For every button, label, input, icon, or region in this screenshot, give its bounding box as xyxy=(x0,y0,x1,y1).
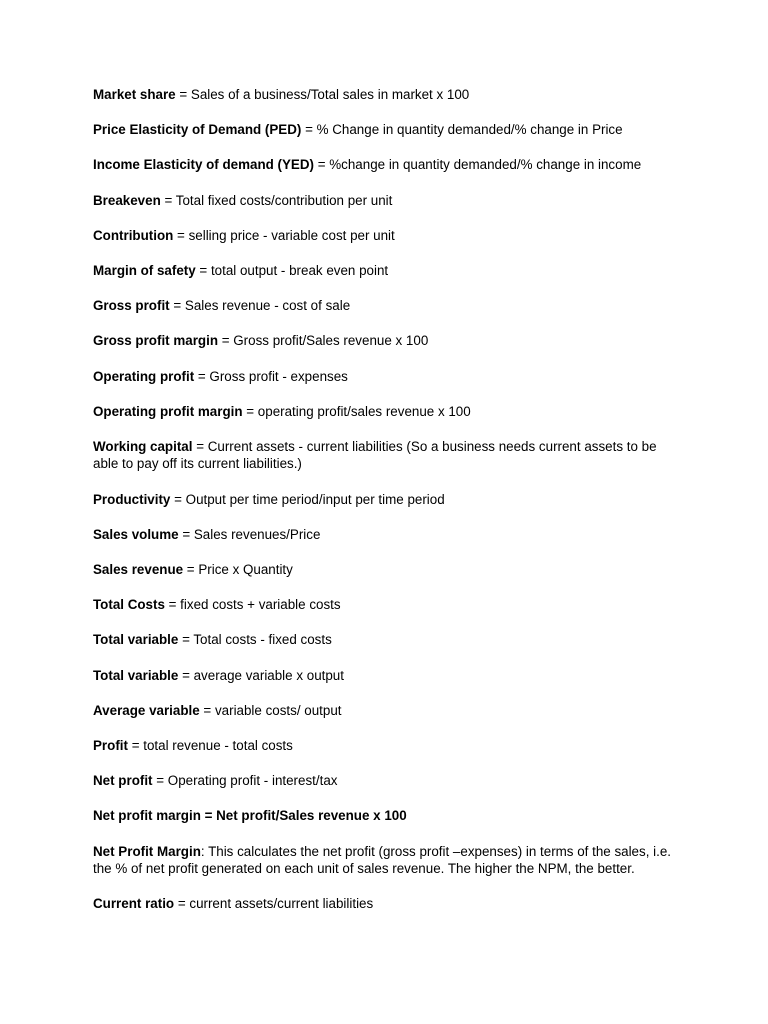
entry-operating-profit-margin xyxy=(93,403,683,421)
entry-net-profit-margin-formula xyxy=(93,807,683,825)
term: Margin of safety xyxy=(93,262,196,278)
definition: = Total fixed costs/contribution per unit xyxy=(160,192,393,208)
entry-yed xyxy=(93,156,683,174)
term: Breakeven xyxy=(93,192,161,208)
term: Total Costs xyxy=(93,597,165,613)
entry-contribution xyxy=(93,227,683,245)
term: Operating profit xyxy=(93,368,195,384)
term: Net profit margin = Net profit/Sales revenue x 100 xyxy=(93,808,407,824)
entry-net-profit-margin-explanation xyxy=(93,843,683,878)
entry-total-variable-1 xyxy=(93,631,683,649)
definition: = Sales of a business/Total sales in market x 100 xyxy=(175,87,470,102)
entry-total-costs xyxy=(93,596,683,614)
entry-average-variable xyxy=(93,702,683,720)
definition: = %change in quantity demanded/% change in income xyxy=(314,157,642,173)
entry-total-variable-2 xyxy=(93,667,683,685)
term: Productivity xyxy=(93,491,171,507)
term: Working capital xyxy=(93,438,193,454)
definition: = selling price - variable cost per unit xyxy=(173,227,395,243)
term: Sales volume xyxy=(93,526,179,542)
entry-operating-profit xyxy=(93,368,683,386)
entry-ped xyxy=(93,121,683,139)
definition: = total output - break even point xyxy=(195,262,389,278)
term: Profit xyxy=(93,737,128,753)
entry-gross-profit xyxy=(93,297,683,315)
definition: = current assets/current liabilities xyxy=(174,896,374,912)
term: Gross profit xyxy=(93,298,170,314)
document-body xyxy=(93,86,683,931)
entry-sales-volume xyxy=(93,526,683,544)
entry-gross-profit-margin xyxy=(93,332,683,350)
term: Price Elasticity of Demand (PED) xyxy=(93,122,302,138)
definition: = average variable x output xyxy=(178,667,344,683)
definition: = Total costs - fixed costs xyxy=(178,632,332,648)
term: Average variable xyxy=(93,702,200,718)
entry-breakeven xyxy=(93,192,683,210)
entry-working-capital xyxy=(93,438,683,473)
definition: = variable costs/ output xyxy=(199,702,342,718)
definition: = total revenue - total costs xyxy=(127,737,293,753)
term: Gross profit margin xyxy=(93,333,218,349)
entry-sales-revenue xyxy=(93,561,683,579)
definition: = fixed costs + variable costs xyxy=(164,597,341,613)
definition: : This calculates the net profit (gross profit –expenses) in terms of the sales, i.e. the % of net profit generated on each unit of sales revenue. The higher the NPM, the better. xyxy=(93,843,672,877)
definition: = Current assets - current liabilities (So a business needs current assets to be able to pay off its current liabilities.) xyxy=(93,438,657,472)
definition: = Gross profit - expenses xyxy=(194,368,348,384)
term: Income Elasticity of demand (YED) xyxy=(93,157,314,173)
term: Net profit xyxy=(93,773,153,789)
entry-margin-of-safety xyxy=(93,262,683,280)
term: Operating profit margin xyxy=(93,403,243,419)
entry-profit xyxy=(93,737,683,755)
entry-net-profit xyxy=(93,772,683,790)
definition: = Output per time period/input per time period xyxy=(170,491,445,507)
definition: = Sales revenue - cost of sale xyxy=(169,298,351,314)
definition: = Price x Quantity xyxy=(183,562,293,578)
entry-market-share xyxy=(93,86,683,104)
term: Total variable xyxy=(93,667,179,683)
entry-productivity xyxy=(93,491,683,509)
definition: = % Change in quantity demanded/% change in Price xyxy=(301,122,623,138)
term: Net Profit Margin xyxy=(93,843,201,859)
definition: = Operating profit - interest/tax xyxy=(152,773,338,789)
term: Market share xyxy=(93,87,176,102)
term: Sales revenue xyxy=(93,562,184,578)
term: Total variable xyxy=(93,632,179,648)
definition: = operating profit/sales revenue x 100 xyxy=(242,403,471,419)
entry-current-ratio xyxy=(93,895,683,913)
definition: = Gross profit/Sales revenue x 100 xyxy=(218,333,429,349)
definition: = Sales revenues/Price xyxy=(178,526,321,542)
term: Contribution xyxy=(93,227,174,243)
term: Current ratio xyxy=(93,896,175,912)
